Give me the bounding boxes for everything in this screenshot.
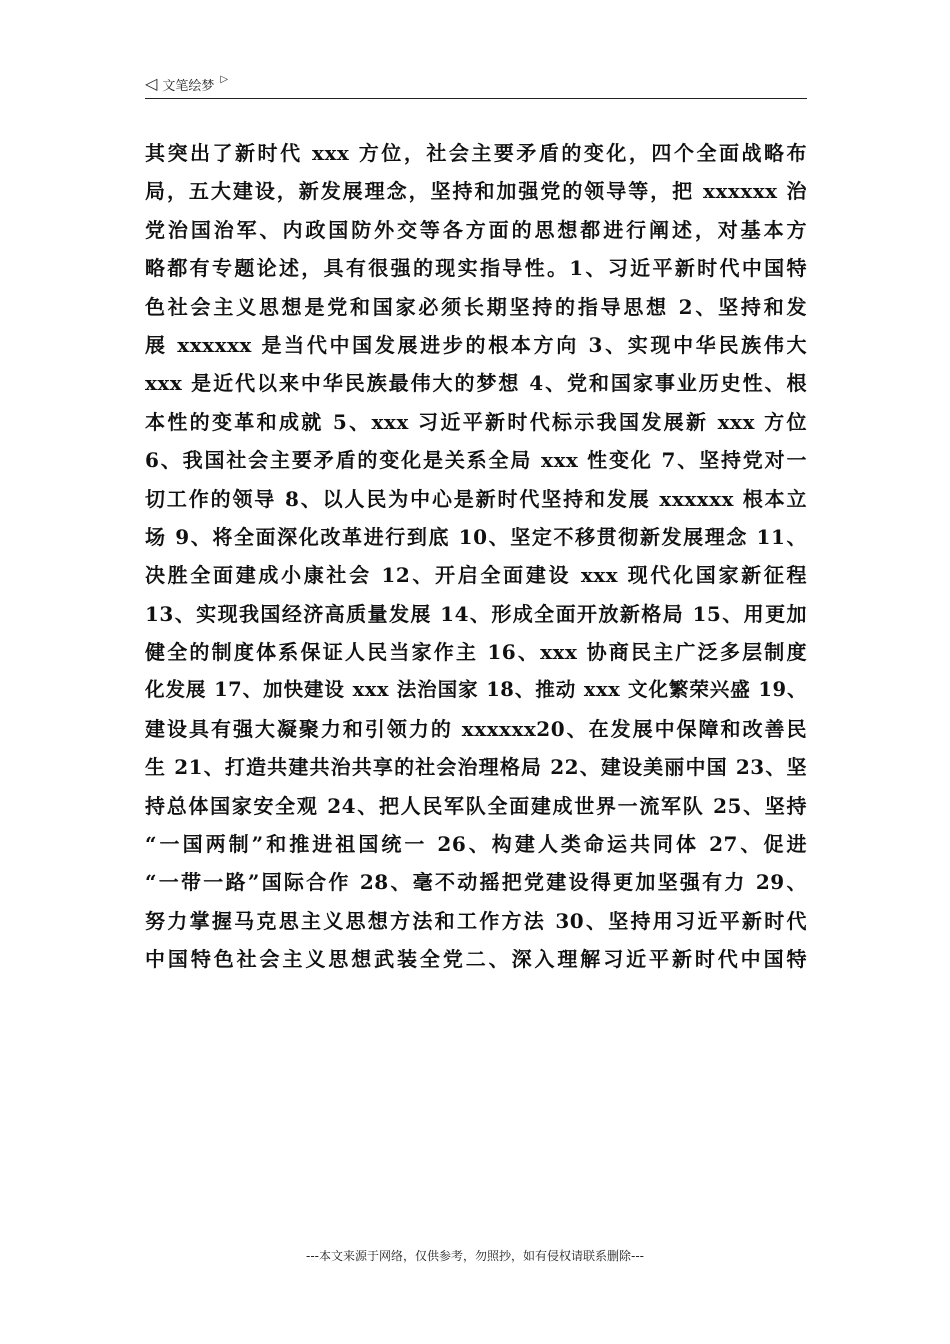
text-line: 色社会主义思想是党和国家必须长期坚持的指导思想 2、坚持和发 — [145, 294, 807, 319]
text-line: 生 21、打造共建共治共享的社会治理格局 22、建设美丽中国 23、坚 — [145, 755, 807, 780]
text-line: 努力掌握马克思主义思想方法和工作方法 30、坚持用习近平新时代 — [145, 908, 807, 933]
text-line: 展 xxxxxx 是当代中国发展进步的根本方向 3、实现中华民族伟大 — [145, 332, 807, 357]
text-line: 化发展 17、加快建设 xxx 法治国家 18、推动 xxx 文化繁荣兴盛 19、 — [145, 678, 807, 702]
text-line: xxx 是近代以来中华民族最伟大的梦想 4、党和国家事业历史性、根 — [145, 371, 807, 396]
text-line: 其突出了新时代 xxx 方位，社会主要矛盾的变化，四个全面战略布 — [145, 141, 807, 165]
document-body — [145, 134, 807, 979]
text-line: 建设具有强大凝聚力和引领力的 xxxxxx20、在发展中保障和改善民 — [145, 716, 807, 741]
text-line: “一带一路”国际合作 28、毫不动摇把党建设得更加坚强有力 29、 — [145, 870, 807, 895]
text-line: “一国两制”和推进祖国统一 26、构建人类命运共同体 27、促进 — [145, 832, 807, 857]
text-line: 6、我国社会主要矛盾的变化是关系全局 xxx 性变化 7、坚持党对一 — [145, 448, 807, 473]
text-line: 局，五大建设，新发展理念，坚持和加强党的领导等，把 xxxxxx 治 — [145, 179, 807, 204]
text-line: 13、实现我国经济高质量发展 14、形成全面开放新格局 15、用更加 — [145, 601, 807, 626]
text-line: 党治国治军、内政国防外交等各方面的思想都进行阐述，对基本方 — [145, 217, 807, 242]
text-line: 决胜全面建成小康社会 12、开启全面建设 xxx 现代化国家新征程 — [145, 563, 807, 588]
header-title: 文笔绘梦 — [162, 78, 215, 94]
left-triangle-icon: ◁ — [145, 74, 158, 93]
right-triangle-icon: ▷ — [220, 74, 229, 85]
text-line: 切工作的领导 8、以人民为中心是新时代坚持和发展 xxxxxx 根本立 — [145, 486, 807, 511]
page-footer: ---本文来源于网络，仅供参考，勿照抄，如有侵权请联系删除--- — [306, 1249, 644, 1263]
text-line: 本性的变革和成就 5、xxx 习近平新时代标示我国发展新 xxx 方位 — [145, 409, 807, 434]
text-line: 健全的制度体系保证人民当家作主 16、xxx 协商民主广泛多层制度 — [145, 640, 807, 665]
text-line: 中国特色社会主义思想武装全党二、深入理解习近平新时代中国特 — [145, 947, 807, 972]
text-line: 略都有专题论述，具有很强的现实指导性。1、习近平新时代中国特 — [145, 256, 807, 281]
text-line: 场 9、将全面深化改革进行到底 10、坚定不移贯彻新发展理念 11、 — [145, 524, 807, 549]
page-header — [145, 70, 807, 99]
text-line: 持总体国家安全观 24、把人民军队全面建成世界一流军队 25、坚持 — [145, 793, 807, 818]
